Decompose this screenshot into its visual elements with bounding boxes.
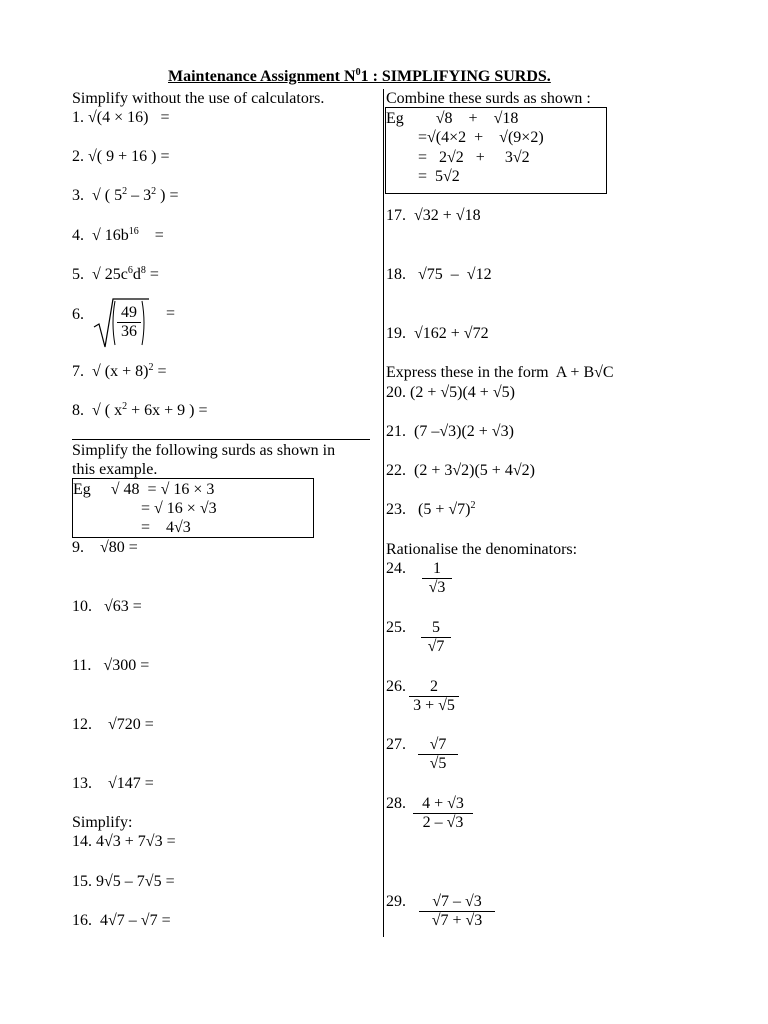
question-11: 11. √300 = [72, 657, 150, 674]
title-rest: 1 : SIMPLIFYING SURDS. [360, 68, 551, 85]
question-20: 20. (2 + √5)(4 + √5) [386, 384, 515, 401]
question-16: 16. 4√7 – √7 = [72, 912, 171, 929]
q24-denominator: √3 [428, 579, 446, 596]
right-example-line-1: Eg √8 + √18 [386, 110, 519, 127]
q29-numerator: √7 – √3 [419, 893, 495, 912]
left-heading-surds-l2: this example. [72, 461, 158, 478]
right-example-line-3: = 2√2 + 3√2 [386, 149, 530, 166]
right-example-line-2: =√(4×2 + √(9×2) [386, 129, 544, 146]
q29-denominator: √7 + √3 [431, 912, 483, 929]
q27-denominator: √5 [429, 755, 447, 772]
q8-part: 8. √ ( x [72, 402, 123, 419]
question-29-fraction [419, 893, 495, 930]
q3-exp: 2 [151, 186, 157, 197]
question-25-label: 25. [386, 619, 406, 636]
title-sup: 0 [355, 67, 361, 78]
question-5 [72, 266, 159, 284]
question-13: 13. √147 = [72, 775, 154, 792]
question-21: 21. (7 –√3)(2 + √3) [386, 423, 514, 440]
q26-denominator: 3 + √5 [413, 697, 455, 714]
title-main: Maintenance Assignment N [168, 68, 356, 85]
question-24-label: 24. [386, 560, 406, 577]
q8-exp: 2 [122, 401, 128, 412]
q4-part: 4. √ 16b [72, 227, 129, 244]
question-7 [72, 363, 167, 381]
q3-part: – 3 [127, 187, 152, 204]
question-27-label: 27. [386, 736, 406, 753]
question-8 [72, 402, 208, 420]
question-14: 14. 4√3 + 7√3 = [72, 833, 176, 850]
question-24-fraction [422, 560, 452, 597]
q28-numerator: 4 + √3 [413, 795, 473, 814]
q3-part: 3. √ ( 5 [72, 187, 123, 204]
question-15: 15. 9√5 – 7√5 = [72, 873, 175, 890]
section-divider [72, 439, 370, 440]
q5-part: d [132, 266, 141, 283]
q5-exp: 8 [140, 265, 146, 276]
question-19: 19. √162 + √72 [386, 325, 489, 342]
q23-part: 23. (5 + √7) [386, 501, 471, 518]
question-12: 12. √720 = [72, 716, 154, 733]
right-heading-rationalise: Rationalise the denominators: [386, 541, 578, 558]
q27-numerator: √7 [418, 736, 458, 755]
left-heading-simplify: Simplify without the use of calculators. [72, 90, 325, 107]
question-10: 10. √63 = [72, 598, 142, 615]
q23-exp: 2 [470, 500, 476, 511]
q6-numerator: 49 [117, 304, 141, 323]
question-28-fraction [413, 795, 473, 832]
question-23 [386, 501, 475, 519]
question-3 [72, 187, 178, 205]
q25-denominator: √7 [427, 638, 445, 655]
right-heading-combine: Combine these surds as shown : [386, 90, 591, 107]
column-divider [383, 89, 384, 937]
left-example-line-2: = √ 16 × √3 [73, 500, 217, 517]
q5-part: = [145, 266, 159, 283]
q4-part: = [138, 227, 164, 244]
question-26-label: 26. [386, 678, 406, 695]
left-example-line-1: Eg √ 48 = √ 16 × 3 [73, 481, 215, 498]
question-17: 17. √32 + √18 [386, 207, 481, 224]
q3-exp: 2 [122, 186, 128, 197]
question-6-label: 6. [72, 306, 84, 323]
q24-numerator: 1 [422, 560, 452, 579]
question-6-fraction [117, 304, 141, 341]
q25-numerator: 5 [421, 619, 451, 638]
left-heading-simplify-2: Simplify: [72, 814, 133, 831]
question-1: 1. √(4 × 16) = [72, 109, 170, 126]
question-2: 2. √( 9 + 16 ) = [72, 148, 170, 165]
question-26-fraction [409, 678, 459, 715]
page-title [168, 68, 551, 86]
question-9: 9. √80 = [72, 539, 138, 556]
q7-part: 7. √ (x + 8) [72, 363, 149, 380]
q5-part: 5. √ 25c [72, 266, 128, 283]
q7-part: = [153, 363, 167, 380]
q4-exp: 16 [128, 226, 139, 237]
q5-exp: 6 [127, 265, 133, 276]
question-6-equals: = [166, 305, 176, 322]
q28-denominator: 2 – √3 [422, 814, 464, 831]
question-25-fraction [421, 619, 451, 656]
question-27-fraction [418, 736, 458, 773]
question-29-label: 29. [386, 893, 406, 910]
q6-denominator: 36 [121, 323, 137, 340]
q26-numerator: 2 [409, 678, 459, 697]
question-4 [72, 227, 164, 245]
q7-exp: 2 [148, 362, 154, 373]
question-28-label: 28. [386, 795, 406, 812]
q8-part: + 6x + 9 ) = [127, 402, 208, 419]
q3-part: ) = [156, 187, 179, 204]
right-example-line-4: = 5√2 [386, 168, 460, 185]
question-22: 22. (2 + 3√2)(5 + 4√2) [386, 462, 535, 479]
question-18: 18. √75 – √12 [386, 266, 492, 283]
left-heading-surds-l1: Simplify the following surds as shown in [72, 442, 336, 459]
left-example-line-3: = 4√3 [73, 519, 191, 536]
right-heading-express: Express these in the form A + B√C [386, 364, 614, 381]
